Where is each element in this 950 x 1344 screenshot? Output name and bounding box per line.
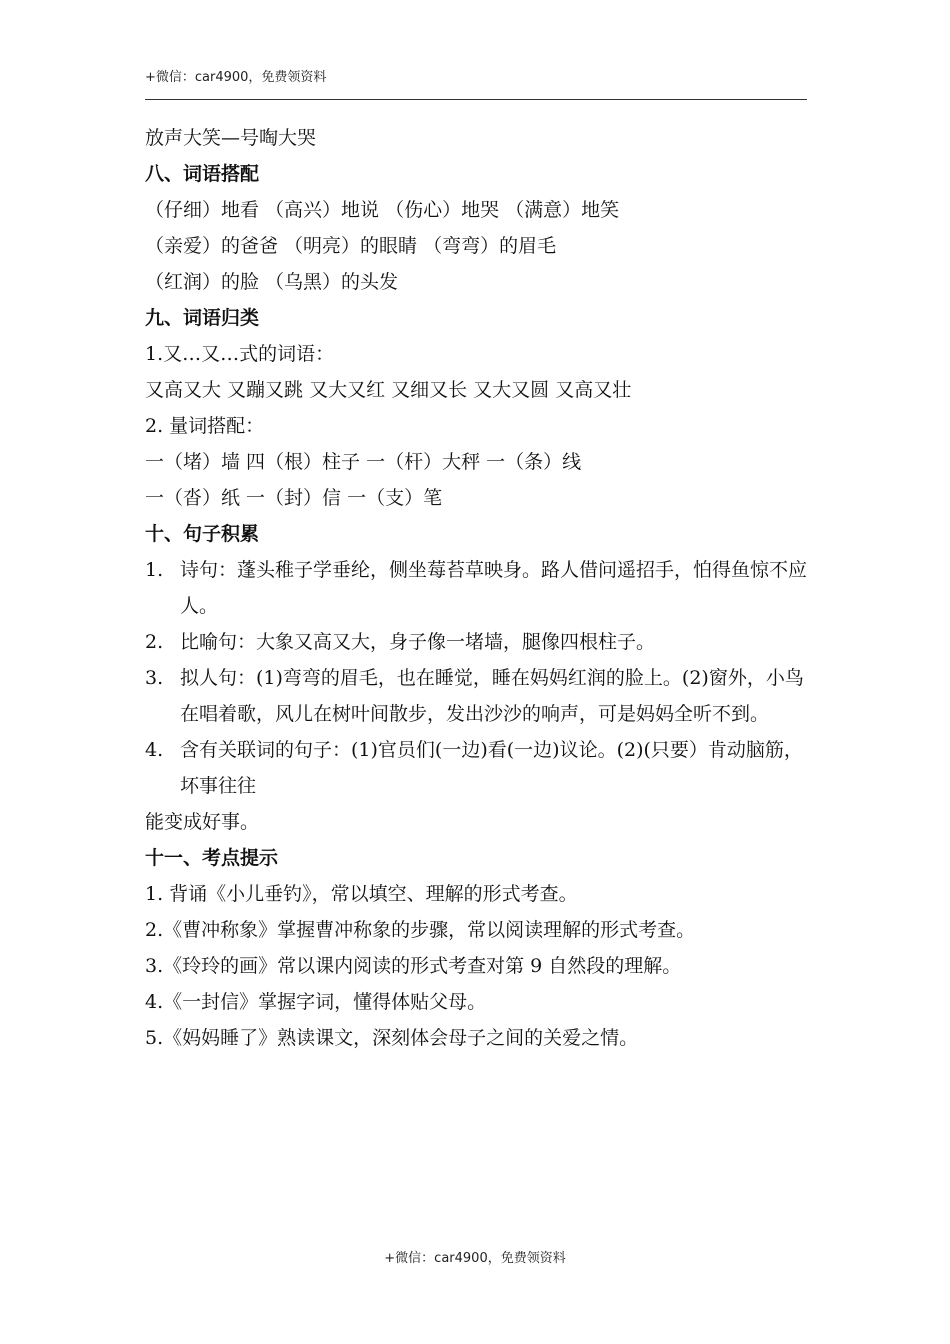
section-8-line: （仔细）地看 （高兴）地说 （伤心）地哭 （满意）地笑: [145, 199, 620, 221]
item-number: 2.: [145, 631, 164, 653]
section-8-line: （红润）的脸 （乌黑）的头发: [145, 271, 399, 293]
section-9-title: 九、词语归类: [145, 307, 260, 329]
section-9-line: 1.又…又…式的词语：: [145, 343, 335, 365]
section-9-line: 又高又大 又蹦又跳 又大又红 又细又长 又大又圆 又高又壮: [145, 379, 632, 401]
item-text: 拟人句：(1)弯弯的眉毛，也在睡觉，睡在妈妈红润的脸上。(2)窗外，小鸟在唱着歌，风儿在树叶间散步，发出沙沙的响声，可是妈妈全听不到。: [180, 667, 804, 725]
section-11-line: 5.《妈妈睡了》熟读课文，深刻体会母子之间的关爱之情。: [145, 1027, 639, 1049]
section-10-title: 十、句子积累: [145, 523, 260, 545]
section-9-line: 2. 量词搭配：: [145, 415, 265, 437]
sentence-item: [145, 624, 809, 660]
header-note: +微信：car4900，免费领资料: [145, 70, 327, 85]
section-11-line: 3.《玲玲的画》常以课内阅读的形式考查对第 9 自然段的理解。: [145, 955, 682, 977]
intro-line: 放声大笑—号啕大哭: [145, 127, 317, 149]
section-11-line: 1. 背诵《小儿垂钓》，常以填空、理解的形式考查。: [145, 883, 578, 905]
sentence-item: [145, 552, 809, 624]
section-11-line: 4.《一封信》掌握字词，懂得体贴父母。: [145, 991, 487, 1013]
section-8-title: 八、词语搭配: [145, 163, 260, 185]
section-9-line: 一（堵）墙 四（根）柱子 一（杆）大秤 一（条）线: [145, 451, 582, 473]
section-10-tail: 能变成好事。: [145, 811, 260, 833]
section-8-line: （亲爱）的爸爸 （明亮）的眼睛 （弯弯）的眉毛: [145, 235, 557, 257]
section-11-title: 十一、考点提示: [145, 847, 279, 869]
footer-note: +微信：car4900，免费领资料: [384, 1251, 566, 1266]
section-9-line: 一（沓）纸 一（封）信 一（支）笔: [145, 487, 443, 509]
sentence-item: [145, 660, 809, 732]
item-text: 比喻句：大象又高又大，身子像一堵墙，腿像四根柱子。: [180, 631, 656, 653]
header-rule: [145, 99, 807, 100]
section-11-line: 2.《曹冲称象》掌握曹冲称象的步骤，常以阅读理解的形式考查。: [145, 919, 696, 941]
item-text: 诗句：蓬头稚子学垂纶，侧坐莓苔草映身。路人借问遥招手，怕得鱼惊不应人。: [180, 559, 808, 617]
item-number: 3.: [145, 667, 164, 689]
item-text: 含有关联词的句子：(1)官员们(一边)看(一边)议论。(2)(只要）肯动脑筋，坏事往往: [180, 739, 803, 797]
item-number: 1.: [145, 559, 164, 581]
document-body: [145, 120, 809, 1056]
sentence-item: [145, 732, 809, 804]
item-number: 4.: [145, 739, 164, 761]
